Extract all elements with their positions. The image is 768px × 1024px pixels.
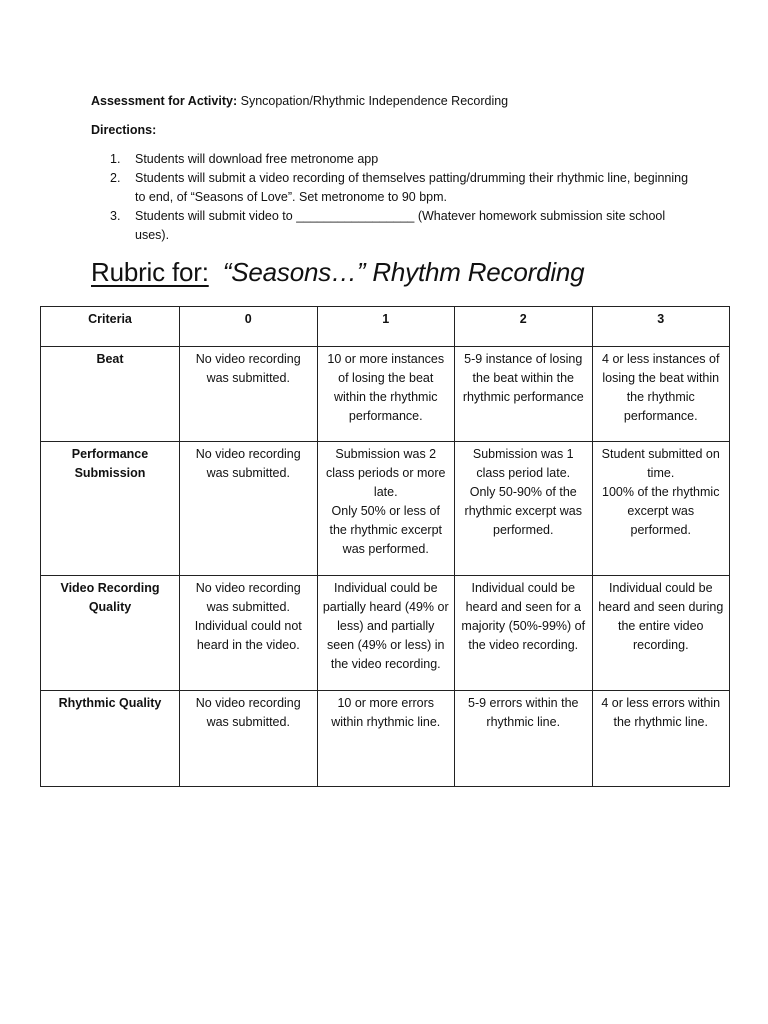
- cell-text: No video recording was submitted.: [195, 447, 301, 480]
- assessment-value: Syncopation/Rhythmic Independence Recording: [240, 94, 509, 108]
- rubric-title-song: “Seasons…”: [222, 257, 366, 287]
- score-cell: 4 or less instances of losing the beat within the rhythmic performance.: [592, 347, 730, 442]
- direction-step: [110, 150, 690, 169]
- score-cell: No video recording was submitted.: [180, 691, 318, 787]
- cell-text: Student submitted on time.: [601, 447, 720, 480]
- criteria-cell: Performance Submission: [41, 442, 180, 576]
- rubric-title-lead: Rubric for:: [91, 257, 209, 287]
- score-cell: [180, 442, 318, 576]
- header-score-0: 0: [180, 307, 318, 347]
- criteria-cell: Beat: [41, 347, 180, 442]
- rubric-row-beat: [41, 347, 730, 442]
- directions-heading: Directions:: [91, 123, 157, 137]
- score-cell: Individual could be heard and seen during the entire video recording.: [592, 576, 730, 691]
- header-score-2: 2: [455, 307, 593, 347]
- rubric-row-video-recording-quality: [41, 576, 730, 691]
- score-cell: [592, 442, 730, 576]
- rubric-row-performance-submission: [41, 442, 730, 576]
- header-score-1: 1: [317, 307, 455, 347]
- header-criteria: Criteria: [41, 307, 180, 347]
- step-number: 3.: [110, 209, 121, 223]
- score-cell: [455, 442, 593, 576]
- score-cell: 10 or more errors within rhythmic line.: [317, 691, 455, 787]
- rubric-table: [40, 306, 730, 787]
- step-number: 2.: [110, 171, 121, 185]
- assessment-line: [91, 92, 508, 110]
- step-text: Students will submit a video recording of themselves patting/drumming their rhythmic line, beginning to end, of “Seasons of Love”. Set metronome to 90 bpm.: [135, 171, 689, 204]
- header-score-3: 3: [592, 307, 730, 347]
- score-cell: Individual could be partially heard (49% or less) and partially seen (49% or less) in the video recording.: [317, 576, 455, 691]
- score-cell: 10 or more instances of losing the beat within the rhythmic performance.: [317, 347, 455, 442]
- cell-text-extra: Individual could not heard in the video.: [194, 619, 302, 652]
- cell-text-extra: Only 50% or less of the rhythmic excerpt was performed.: [329, 504, 443, 556]
- score-cell: No video recording was submitted.: [180, 347, 318, 442]
- rubric-title: [91, 254, 584, 290]
- cell-text: No video recording was submitted.: [195, 581, 301, 614]
- step-text: Students will download free metronome app: [135, 152, 379, 166]
- direction-step: [110, 207, 690, 245]
- direction-step: [110, 169, 690, 207]
- criteria-cell: Rhythmic Quality: [41, 691, 180, 787]
- rubric-row-rhythmic-quality: [41, 691, 730, 787]
- step-text: Students will submit video to _________________ (Whatever homework submission site school uses).: [135, 209, 666, 242]
- cell-text-extra: 100% of the rhythmic excerpt was performed.: [602, 485, 720, 537]
- directions-list: [110, 150, 690, 245]
- score-cell: [317, 442, 455, 576]
- score-cell: 5-9 errors within the rhythmic line.: [455, 691, 593, 787]
- score-cell: Individual could be heard and seen for a majority (50%-99%) of the video recording.: [455, 576, 593, 691]
- step-number: 1.: [110, 152, 121, 166]
- rubric-header-row: [41, 307, 730, 347]
- cell-text: Submission was 2 class periods or more late.: [326, 447, 446, 499]
- cell-text: Submission was 1 class period late.: [472, 447, 574, 480]
- assessment-label: Assessment for Activity:: [91, 94, 238, 108]
- score-cell: [180, 576, 318, 691]
- criteria-cell: Video Recording Quality: [41, 576, 180, 691]
- rubric-title-rest: Rhythm Recording: [365, 257, 585, 287]
- score-cell: 5-9 instance of losing the beat within the rhythmic performance: [455, 347, 593, 442]
- cell-text-extra: Only 50-90% of the rhythmic excerpt was performed.: [464, 485, 582, 537]
- score-cell: 4 or less errors within the rhythmic line.: [592, 691, 730, 787]
